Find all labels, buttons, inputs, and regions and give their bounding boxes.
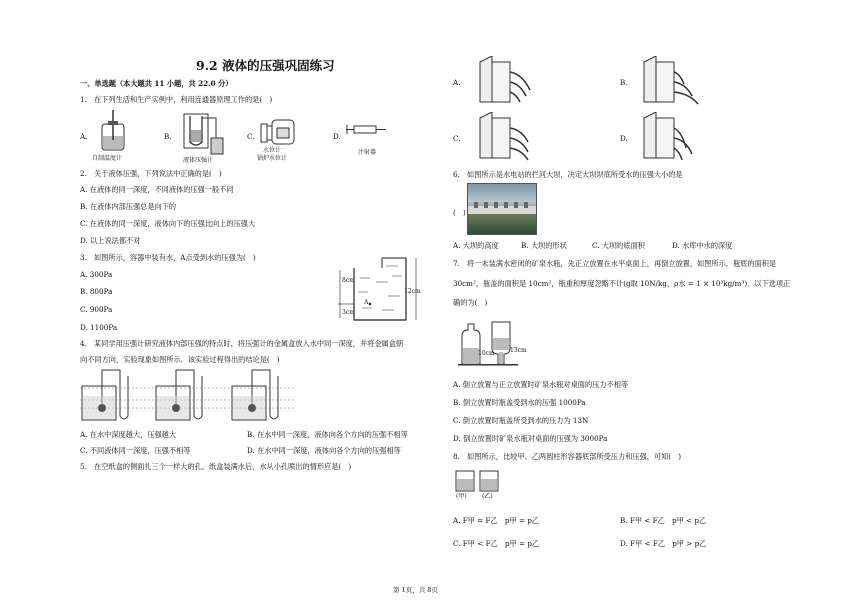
q6-option-c[interactable]: C. 大坝的底面积 bbox=[592, 241, 645, 250]
q8-label-jia: (甲) bbox=[456, 493, 467, 500]
pressure-experiment-figure bbox=[80, 366, 296, 422]
q4-stem-line1: 4. 某同学用压强计研究液体内部压强的特点时，将压强计的金属盒放入水中同一深度，并将金属盒朝 bbox=[80, 339, 404, 348]
carton-figure-a bbox=[476, 56, 536, 106]
q5-stem: 5. 在空纸盒的侧面扎三个一样大的孔，纸盒装满水后，水从小孔喷出的情形应是( ) bbox=[80, 462, 352, 471]
q6-option-b[interactable]: B. 大坝的形状 bbox=[521, 241, 567, 250]
q1-caption-c2: 锅炉水位计 bbox=[257, 155, 288, 162]
q7-line3: 确的为( ) bbox=[453, 298, 488, 307]
carton-figure-c bbox=[476, 112, 536, 162]
q3-option-c[interactable]: C. 900Pa bbox=[80, 305, 113, 314]
q7-line2: 30cm²，瓶盖的面积是 10cm²，瓶重和厚度忽略不计(g取 10N/kg，ρ水 = 1 × 10³kg/m³)．以下选项正 bbox=[453, 279, 791, 288]
q3-label-8cm: 8cm bbox=[342, 277, 355, 284]
q8-stem: 8. 如图所示，比较甲、乙两圆柱形容器底部所受压力和压强，可知( ) bbox=[453, 452, 682, 461]
q1-caption-c1: 水位计 bbox=[263, 147, 282, 154]
q2-stem: 2. 关于液体压强，下列说法中正确的是( ) bbox=[80, 169, 222, 178]
q2-option-a[interactable]: A. 在液体的同一深度，不同液体的压强一般不同 bbox=[80, 185, 234, 194]
q2-option-d[interactable]: D. 以上说法都不对 bbox=[80, 236, 141, 245]
q1-caption-a: 自制温度计 bbox=[92, 155, 123, 162]
q3-label-a: A bbox=[364, 299, 369, 306]
q3-stem: 3. 如图所示，容器中装有水，A点受到水的压强为( ) bbox=[80, 253, 256, 262]
q4-option-d[interactable]: D. 在水中同一深度，液体向各个方向的压强相等 bbox=[247, 446, 401, 455]
q8-option-d[interactable]: D. F甲 < F乙 p甲 > p乙 bbox=[620, 539, 707, 548]
bottles-figure bbox=[456, 320, 520, 366]
q7-label-13cm: 13cm bbox=[510, 347, 527, 354]
carton-figure-d bbox=[640, 112, 700, 162]
q1-caption-b: 液体压强计 bbox=[183, 157, 214, 164]
q3-option-b[interactable]: B. 800Pa bbox=[80, 287, 113, 296]
carton-figure-b bbox=[640, 56, 700, 106]
q3-label-3cm: 3cm bbox=[342, 309, 355, 316]
page-footer: 第 1页，共 8页 bbox=[393, 586, 438, 594]
q6-paren: ( ) bbox=[453, 208, 466, 217]
q5-option-d[interactable]: D. bbox=[620, 134, 628, 143]
q4-option-b[interactable]: B. 在水中同一深度，液体向各个方向的压强不相等 bbox=[247, 430, 408, 439]
q6-option-d[interactable]: D. 水库中水的深度 bbox=[672, 241, 733, 250]
q8-label-yi: (乙) bbox=[482, 493, 493, 500]
q5-option-a[interactable]: A. bbox=[453, 78, 461, 87]
q1-stem: 1. 在下列生活和生产实例中，利用连通器原理工作的是( ) bbox=[80, 95, 273, 104]
q8-option-a[interactable]: A. F甲 = F乙 p甲 = p乙 bbox=[453, 516, 540, 525]
q4-option-a[interactable]: A. 在水中深度越大，压强越大 bbox=[80, 430, 177, 439]
q7-option-b[interactable]: B. 倒立放置时瓶盖受到水的压强 1000Pa bbox=[453, 398, 586, 407]
q7-label-10cm: 10cm bbox=[478, 350, 495, 357]
syringe-figure bbox=[346, 122, 388, 138]
q1-option-d[interactable]: D. bbox=[333, 132, 341, 141]
pressure-gauge-figure bbox=[178, 108, 226, 156]
q4-option-c[interactable]: C. 不同液体同一深度，压强不相等 bbox=[80, 446, 191, 455]
q2-option-c[interactable]: C. 在液体的同一深度，液体向下的压强比向上的压强大 bbox=[80, 219, 256, 228]
q3-option-a[interactable]: A. 300Pa bbox=[80, 270, 113, 279]
q2-option-b[interactable]: B. 在液体内部压强总是向下的 bbox=[80, 202, 177, 211]
dam-photo bbox=[467, 183, 537, 235]
q1-option-a[interactable]: A. bbox=[80, 132, 88, 141]
q6-option-a[interactable]: A. 大坝的高度 bbox=[453, 241, 499, 250]
q4-stem-line2: 向不同方向，实验现象如图所示．该实验过程得出的结论是( ) bbox=[80, 355, 280, 364]
page-title: 9.2 液体的压强巩固练习 bbox=[196, 58, 335, 73]
q1-option-b[interactable]: B. bbox=[164, 132, 172, 141]
q1-caption-d: 注射器 bbox=[358, 149, 377, 156]
q1-option-c[interactable]: C. bbox=[247, 132, 255, 141]
q5-option-b[interactable]: B. bbox=[620, 78, 628, 87]
q3-label-12cm: 12cm bbox=[404, 288, 421, 295]
q7-option-a[interactable]: A. 倒立放置与正立放置时矿泉水瓶对桌面的压力不相等 bbox=[453, 380, 629, 389]
section-heading: 一、单选题（本大题共 11 小题，共 22.0 分） bbox=[80, 79, 233, 88]
q7-option-c[interactable]: C. 倒立放置时瓶盖所受到水的压力为 13N bbox=[453, 416, 589, 425]
boiler-figure bbox=[258, 116, 298, 150]
q7-option-d[interactable]: D. 倒立放置时矿泉水瓶对桌面的压强为 3000Pa bbox=[453, 434, 608, 443]
q8-option-b[interactable]: B. F甲 < F乙 p甲 < p乙 bbox=[620, 516, 707, 525]
thermometer-figure bbox=[96, 110, 132, 154]
q6-stem: 6. 如图所示是水电站的拦河大坝，决定大坝坝底所受水的压强大小的是 bbox=[453, 170, 683, 179]
q7-line1: 7. 将一未装满水密闭的矿泉水瓶，先正立放置在水平桌面上，再倒立放置，如图所示，瓶底的面积是 bbox=[453, 259, 777, 268]
q3-option-d[interactable]: D. 1100Pa bbox=[80, 323, 118, 332]
q8-option-c[interactable]: C. F甲 < F乙 p甲 = p乙 bbox=[453, 539, 540, 548]
q5-option-c[interactable]: C. bbox=[453, 134, 461, 143]
